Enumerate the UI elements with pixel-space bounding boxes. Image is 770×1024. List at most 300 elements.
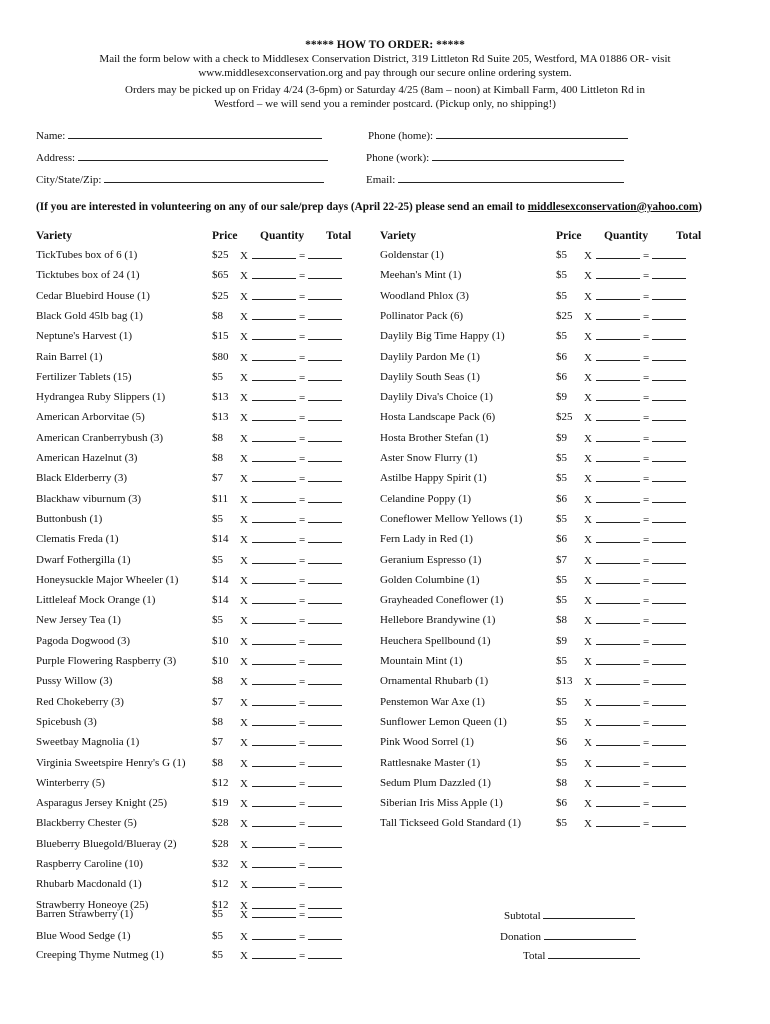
quantity-blank[interactable] (252, 391, 296, 401)
item-quantity-cell[interactable] (240, 533, 342, 546)
total-blank[interactable] (308, 614, 342, 624)
address-line[interactable] (78, 150, 328, 161)
item-quantity-cell[interactable] (584, 655, 686, 668)
times-symbol: X (240, 250, 248, 262)
city-state-zip-field[interactable] (36, 172, 324, 186)
item-price: $65 (212, 269, 229, 281)
quantity-blank[interactable] (596, 452, 640, 462)
item-quantity-cell[interactable] (240, 594, 342, 607)
total-blank[interactable] (308, 878, 342, 888)
donation-line[interactable] (544, 930, 636, 940)
equals-symbol: = (298, 250, 306, 262)
item-variety: Daylily Pardon Me (1) (380, 351, 480, 363)
item-quantity-cell[interactable] (240, 351, 342, 364)
total-blank[interactable] (308, 757, 342, 767)
item-price: $5 (212, 908, 223, 920)
item-quantity-cell[interactable] (240, 716, 342, 729)
item-quantity-cell[interactable] (584, 696, 686, 709)
total-blank[interactable] (652, 452, 686, 462)
quantity-blank[interactable] (596, 817, 640, 827)
quantity-blank[interactable] (596, 797, 640, 807)
item-quantity-cell[interactable] (584, 472, 686, 485)
times-symbol: X (240, 909, 248, 921)
phone-work-line[interactable] (432, 150, 624, 161)
item-quantity-cell[interactable] (584, 351, 686, 364)
quantity-blank[interactable] (252, 554, 296, 564)
subtotal-label: Subtotal (504, 910, 541, 922)
total-blank[interactable] (308, 838, 342, 848)
equals-symbol: = (642, 636, 650, 648)
quantity-blank[interactable] (596, 310, 640, 320)
item-quantity-cell[interactable] (240, 391, 342, 404)
total-blank[interactable] (308, 930, 342, 940)
quantity-blank[interactable] (596, 696, 640, 706)
total-blank[interactable] (308, 908, 342, 918)
item-price: $5 (212, 513, 223, 525)
pickup-instructions-line1: Orders may be picked up on Friday 4/24 (3-6pm) or Saturday 4/25 (8am – noon) at Kimball Farm, 400 Littleton Rd in (125, 84, 645, 96)
times-symbol: X (584, 372, 592, 384)
total-blank[interactable] (652, 493, 686, 503)
total-blank[interactable] (308, 290, 342, 300)
total-blank[interactable] (308, 310, 342, 320)
quantity-blank[interactable] (596, 655, 640, 665)
quantity-blank[interactable] (252, 777, 296, 787)
item-quantity-cell[interactable] (240, 736, 342, 749)
item-quantity-cell[interactable] (584, 371, 686, 384)
quantity-blank[interactable] (252, 249, 296, 259)
item-quantity-cell[interactable] (584, 249, 686, 262)
times-symbol: X (240, 758, 248, 770)
quantity-blank[interactable] (596, 675, 640, 685)
item-quantity-cell[interactable] (584, 452, 686, 465)
total-blank[interactable] (652, 696, 686, 706)
item-quantity-cell[interactable] (240, 330, 342, 343)
item-variety: Pink Wood Sorrel (1) (380, 736, 474, 748)
item-price: $5 (556, 817, 567, 829)
item-quantity-cell[interactable] (584, 432, 686, 445)
quantity-blank[interactable] (252, 472, 296, 482)
item-quantity-cell[interactable] (584, 736, 686, 749)
item-quantity-cell[interactable] (584, 330, 686, 343)
total-blank[interactable] (308, 574, 342, 584)
item-quantity-cell[interactable] (240, 858, 342, 871)
phone-home-field[interactable] (368, 128, 628, 142)
equals-symbol: = (298, 595, 306, 607)
total-blank[interactable] (308, 594, 342, 604)
name-line[interactable] (68, 128, 322, 139)
item-price: $5 (556, 330, 567, 342)
equals-symbol: = (642, 758, 650, 770)
quantity-blank[interactable] (252, 675, 296, 685)
item-quantity-cell[interactable] (240, 838, 342, 851)
item-price: $25 (556, 310, 573, 322)
total-blank[interactable] (652, 554, 686, 564)
quantity-blank[interactable] (596, 351, 640, 361)
quantity-blank[interactable] (252, 949, 296, 959)
total-blank[interactable] (652, 249, 686, 259)
item-quantity-cell[interactable] (584, 269, 686, 282)
item-quantity-cell[interactable] (240, 757, 342, 770)
equals-symbol: = (298, 412, 306, 424)
total-blank[interactable] (308, 493, 342, 503)
item-variety: Ornamental Rhubarb (1) (380, 675, 489, 687)
total-blank[interactable] (308, 797, 342, 807)
quantity-blank[interactable] (252, 574, 296, 584)
item-quantity-cell[interactable] (584, 797, 686, 810)
item-variety: Sunflower Lemon Queen (1) (380, 716, 507, 728)
item-quantity-cell[interactable] (584, 777, 686, 790)
total-blank[interactable] (652, 391, 686, 401)
total-blank[interactable] (308, 351, 342, 361)
item-quantity-cell[interactable] (584, 493, 686, 506)
item-price: $8 (212, 716, 223, 728)
total-blank[interactable] (652, 655, 686, 665)
total-blank[interactable] (308, 858, 342, 868)
times-symbol: X (240, 676, 248, 688)
item-price: $5 (212, 930, 223, 942)
item-quantity-cell[interactable] (240, 452, 342, 465)
total-blank[interactable] (308, 472, 342, 482)
item-price: $25 (556, 411, 573, 423)
quantity-blank[interactable] (252, 310, 296, 320)
quantity-blank[interactable] (596, 533, 640, 543)
item-quantity-cell[interactable] (240, 817, 342, 830)
total-blank[interactable] (652, 290, 686, 300)
total-blank[interactable] (652, 757, 686, 767)
total-blank[interactable] (308, 330, 342, 340)
city-state-zip-line[interactable] (104, 172, 324, 183)
item-quantity-cell[interactable] (240, 290, 342, 303)
total-blank[interactable] (652, 432, 686, 442)
quantity-blank[interactable] (252, 817, 296, 827)
item-quantity-cell[interactable] (240, 472, 342, 485)
item-quantity-cell[interactable] (584, 533, 686, 546)
item-price: $5 (556, 472, 567, 484)
item-variety: Grayheaded Coneflower (1) (380, 594, 504, 606)
item-price: $5 (556, 716, 567, 728)
total-blank[interactable] (308, 371, 342, 381)
equals-symbol: = (298, 839, 306, 851)
quantity-blank[interactable] (596, 371, 640, 381)
equals-symbol: = (642, 311, 650, 323)
total-blank[interactable] (308, 269, 342, 279)
total-blank[interactable] (652, 817, 686, 827)
total-blank[interactable] (652, 310, 686, 320)
item-price: $5 (556, 249, 567, 261)
address-field[interactable] (36, 150, 328, 164)
item-quantity-cell[interactable] (240, 493, 342, 506)
volunteer-email-link[interactable]: middlesexconservation@yahoo.com (527, 201, 699, 213)
item-quantity-cell[interactable] (240, 777, 342, 790)
times-symbol: X (584, 331, 592, 343)
quantity-blank[interactable] (252, 351, 296, 361)
total-blank[interactable] (308, 655, 342, 665)
quantity-blank[interactable] (252, 797, 296, 807)
times-symbol: X (584, 534, 592, 546)
item-quantity-cell[interactable] (240, 269, 342, 282)
total-blank[interactable] (652, 411, 686, 421)
quantity-blank[interactable] (596, 757, 640, 767)
total-blank[interactable] (652, 716, 686, 726)
quantity-blank[interactable] (252, 736, 296, 746)
quantity-blank[interactable] (596, 736, 640, 746)
total-blank[interactable] (652, 614, 686, 624)
quantity-blank[interactable] (252, 432, 296, 442)
total-blank[interactable] (652, 269, 686, 279)
left-quantity-header: Quantity (260, 230, 305, 242)
quantity-blank[interactable] (252, 290, 296, 300)
item-quantity-cell[interactable] (240, 635, 342, 648)
item-variety: Golden Columbine (1) (380, 574, 480, 586)
item-quantity-cell[interactable] (240, 371, 342, 384)
quantity-blank[interactable] (252, 838, 296, 848)
item-variety: Heuchera Spellbound (1) (380, 635, 491, 647)
item-quantity-cell[interactable] (584, 411, 686, 424)
item-variety: Spicebush (3) (36, 716, 97, 728)
name-label: Name: (36, 130, 66, 142)
subtotal-line[interactable] (543, 909, 635, 919)
equals-symbol: = (642, 392, 650, 404)
item-quantity-cell[interactable] (584, 290, 686, 303)
quantity-blank[interactable] (596, 290, 640, 300)
equals-symbol: = (298, 331, 306, 343)
item-quantity-cell[interactable] (584, 675, 686, 688)
equals-symbol: = (642, 778, 650, 790)
total-blank[interactable] (308, 249, 342, 259)
total-blank[interactable] (308, 554, 342, 564)
quantity-blank[interactable] (596, 432, 640, 442)
item-quantity-cell[interactable] (240, 949, 342, 962)
equals-symbol: = (642, 737, 650, 749)
item-quantity-cell[interactable] (584, 614, 686, 627)
item-quantity-cell[interactable] (584, 817, 686, 830)
times-symbol: X (240, 636, 248, 648)
item-quantity-cell[interactable] (584, 391, 686, 404)
total-blank[interactable] (308, 696, 342, 706)
item-variety: Astilbe Happy Spirit (1) (380, 472, 487, 484)
quantity-blank[interactable] (252, 269, 296, 279)
equals-symbol: = (298, 636, 306, 648)
quantity-blank[interactable] (252, 696, 296, 706)
item-quantity-cell[interactable] (584, 310, 686, 323)
item-quantity-cell[interactable] (240, 554, 342, 567)
quantity-blank[interactable] (252, 371, 296, 381)
total-blank[interactable] (652, 574, 686, 584)
item-quantity-cell[interactable] (240, 675, 342, 688)
equals-symbol: = (642, 352, 650, 364)
quantity-blank[interactable] (252, 614, 296, 624)
item-price: $6 (556, 351, 567, 363)
total-blank[interactable] (652, 371, 686, 381)
item-quantity-cell[interactable] (240, 249, 342, 262)
item-price: $9 (556, 432, 567, 444)
total-blank[interactable] (308, 533, 342, 543)
quantity-blank[interactable] (252, 757, 296, 767)
item-quantity-cell[interactable] (584, 594, 686, 607)
quantity-blank[interactable] (252, 533, 296, 543)
quantity-blank[interactable] (252, 411, 296, 421)
quantity-blank[interactable] (252, 635, 296, 645)
email-label: Email: (366, 174, 396, 186)
item-variety: Rattlesnake Master (1) (380, 757, 481, 769)
times-symbol: X (240, 372, 248, 384)
item-quantity-cell[interactable] (240, 574, 342, 587)
item-quantity-cell[interactable] (240, 797, 342, 810)
item-price: $8 (212, 452, 223, 464)
times-symbol: X (584, 758, 592, 770)
item-variety: Tall Tickseed Gold Standard (1) (380, 817, 521, 829)
item-variety: Virginia Sweetspire Henry's G (1) (36, 757, 186, 769)
email-field[interactable] (366, 172, 624, 186)
item-variety: Buttonbush (1) (36, 513, 103, 525)
phone-home-line[interactable] (436, 128, 628, 139)
quantity-blank[interactable] (596, 472, 640, 482)
quantity-blank[interactable] (252, 594, 296, 604)
quantity-blank[interactable] (596, 391, 640, 401)
quantity-blank[interactable] (252, 493, 296, 503)
total-blank[interactable] (652, 635, 686, 645)
item-quantity-cell[interactable] (240, 614, 342, 627)
item-quantity-cell[interactable] (240, 655, 342, 668)
quantity-blank[interactable] (596, 249, 640, 259)
item-variety: Red Chokeberry (3) (36, 696, 124, 708)
total-blank[interactable] (652, 675, 686, 685)
item-price: $5 (212, 614, 223, 626)
quantity-blank[interactable] (596, 269, 640, 279)
equals-symbol: = (642, 270, 650, 282)
quantity-blank[interactable] (252, 513, 296, 523)
item-quantity-cell[interactable] (584, 757, 686, 770)
total-line[interactable] (548, 949, 640, 959)
total-blank[interactable] (308, 411, 342, 421)
item-price: $10 (212, 655, 229, 667)
quantity-blank[interactable] (252, 858, 296, 868)
total-blank[interactable] (308, 513, 342, 523)
item-variety: Blue Wood Sedge (1) (36, 930, 131, 942)
total-blank[interactable] (308, 949, 342, 959)
times-symbol: X (240, 534, 248, 546)
name-field[interactable] (36, 128, 322, 142)
item-quantity-cell[interactable] (584, 574, 686, 587)
item-quantity-cell[interactable] (240, 930, 342, 943)
item-quantity-cell[interactable] (584, 513, 686, 526)
equals-symbol: = (298, 717, 306, 729)
total-blank[interactable] (308, 391, 342, 401)
item-variety: Fern Lady in Red (1) (380, 533, 473, 545)
quantity-blank[interactable] (252, 655, 296, 665)
donation-field[interactable] (500, 930, 636, 943)
item-variety: Blueberry Bluegold/Blueray (2) (36, 838, 177, 850)
item-variety: Aster Snow Flurry (1) (380, 452, 478, 464)
quantity-blank[interactable] (596, 554, 640, 564)
times-symbol: X (240, 453, 248, 465)
quantity-blank[interactable] (252, 930, 296, 940)
total-blank[interactable] (308, 432, 342, 442)
total-blank[interactable] (652, 777, 686, 787)
quantity-blank[interactable] (596, 493, 640, 503)
subtotal-field[interactable] (504, 909, 635, 922)
pickup-instructions-line2: Westford – we will send you a reminder postcard. (Pickup only, no shipping!) (214, 98, 556, 110)
times-symbol: X (240, 950, 248, 962)
total-blank[interactable] (652, 533, 686, 543)
total-blank[interactable] (308, 716, 342, 726)
item-quantity-cell[interactable] (584, 716, 686, 729)
quantity-blank[interactable] (596, 635, 640, 645)
quantity-blank[interactable] (596, 614, 640, 624)
quantity-blank[interactable] (596, 777, 640, 787)
item-quantity-cell[interactable] (584, 554, 686, 567)
times-symbol: X (240, 555, 248, 567)
total-blank[interactable] (652, 797, 686, 807)
item-quantity-cell[interactable] (240, 310, 342, 323)
quantity-blank[interactable] (252, 878, 296, 888)
item-price: $5 (556, 757, 567, 769)
total-blank[interactable] (652, 513, 686, 523)
item-quantity-cell[interactable] (584, 635, 686, 648)
quantity-blank[interactable] (596, 411, 640, 421)
item-quantity-cell[interactable] (240, 513, 342, 526)
item-price: $11 (212, 493, 229, 505)
quantity-blank[interactable] (252, 716, 296, 726)
quantity-blank[interactable] (596, 574, 640, 584)
times-symbol: X (584, 676, 592, 688)
quantity-blank[interactable] (596, 594, 640, 604)
total-blank[interactable] (652, 736, 686, 746)
total-blank[interactable] (652, 330, 686, 340)
quantity-blank[interactable] (252, 330, 296, 340)
left-variety-header: Variety (36, 230, 72, 242)
times-symbol: X (584, 555, 592, 567)
item-price: $13 (556, 675, 573, 687)
item-quantity-cell[interactable] (240, 411, 342, 424)
item-price: $6 (556, 533, 567, 545)
item-price: $6 (556, 371, 567, 383)
total-blank[interactable] (308, 452, 342, 462)
equals-symbol: = (298, 270, 306, 282)
item-price: $13 (212, 391, 229, 403)
quantity-blank[interactable] (596, 513, 640, 523)
total-blank[interactable] (652, 472, 686, 482)
equals-symbol: = (298, 697, 306, 709)
item-quantity-cell[interactable] (240, 432, 342, 445)
total-blank[interactable] (652, 351, 686, 361)
total-blank[interactable] (652, 594, 686, 604)
times-symbol: X (240, 494, 248, 506)
total-blank[interactable] (308, 817, 342, 827)
quantity-blank[interactable] (252, 908, 296, 918)
phone-work-field[interactable] (366, 150, 624, 164)
item-price: $9 (556, 391, 567, 403)
quantity-blank[interactable] (596, 716, 640, 726)
times-symbol: X (584, 473, 592, 485)
item-quantity-cell[interactable] (240, 908, 342, 921)
quantity-blank[interactable] (252, 452, 296, 462)
email-line[interactable] (398, 172, 624, 183)
total-blank[interactable] (308, 675, 342, 685)
item-variety: Creeping Thyme Nutmeg (1) (36, 949, 164, 961)
total-label: Total (523, 950, 546, 962)
total-blank[interactable] (308, 635, 342, 645)
item-quantity-cell[interactable] (240, 878, 342, 891)
total-field[interactable] (523, 949, 640, 962)
item-price: $8 (212, 757, 223, 769)
total-blank[interactable] (308, 777, 342, 787)
times-symbol: X (240, 270, 248, 282)
item-quantity-cell[interactable] (240, 696, 342, 709)
address-label: Address: (36, 152, 76, 164)
quantity-blank[interactable] (596, 330, 640, 340)
total-blank[interactable] (308, 736, 342, 746)
